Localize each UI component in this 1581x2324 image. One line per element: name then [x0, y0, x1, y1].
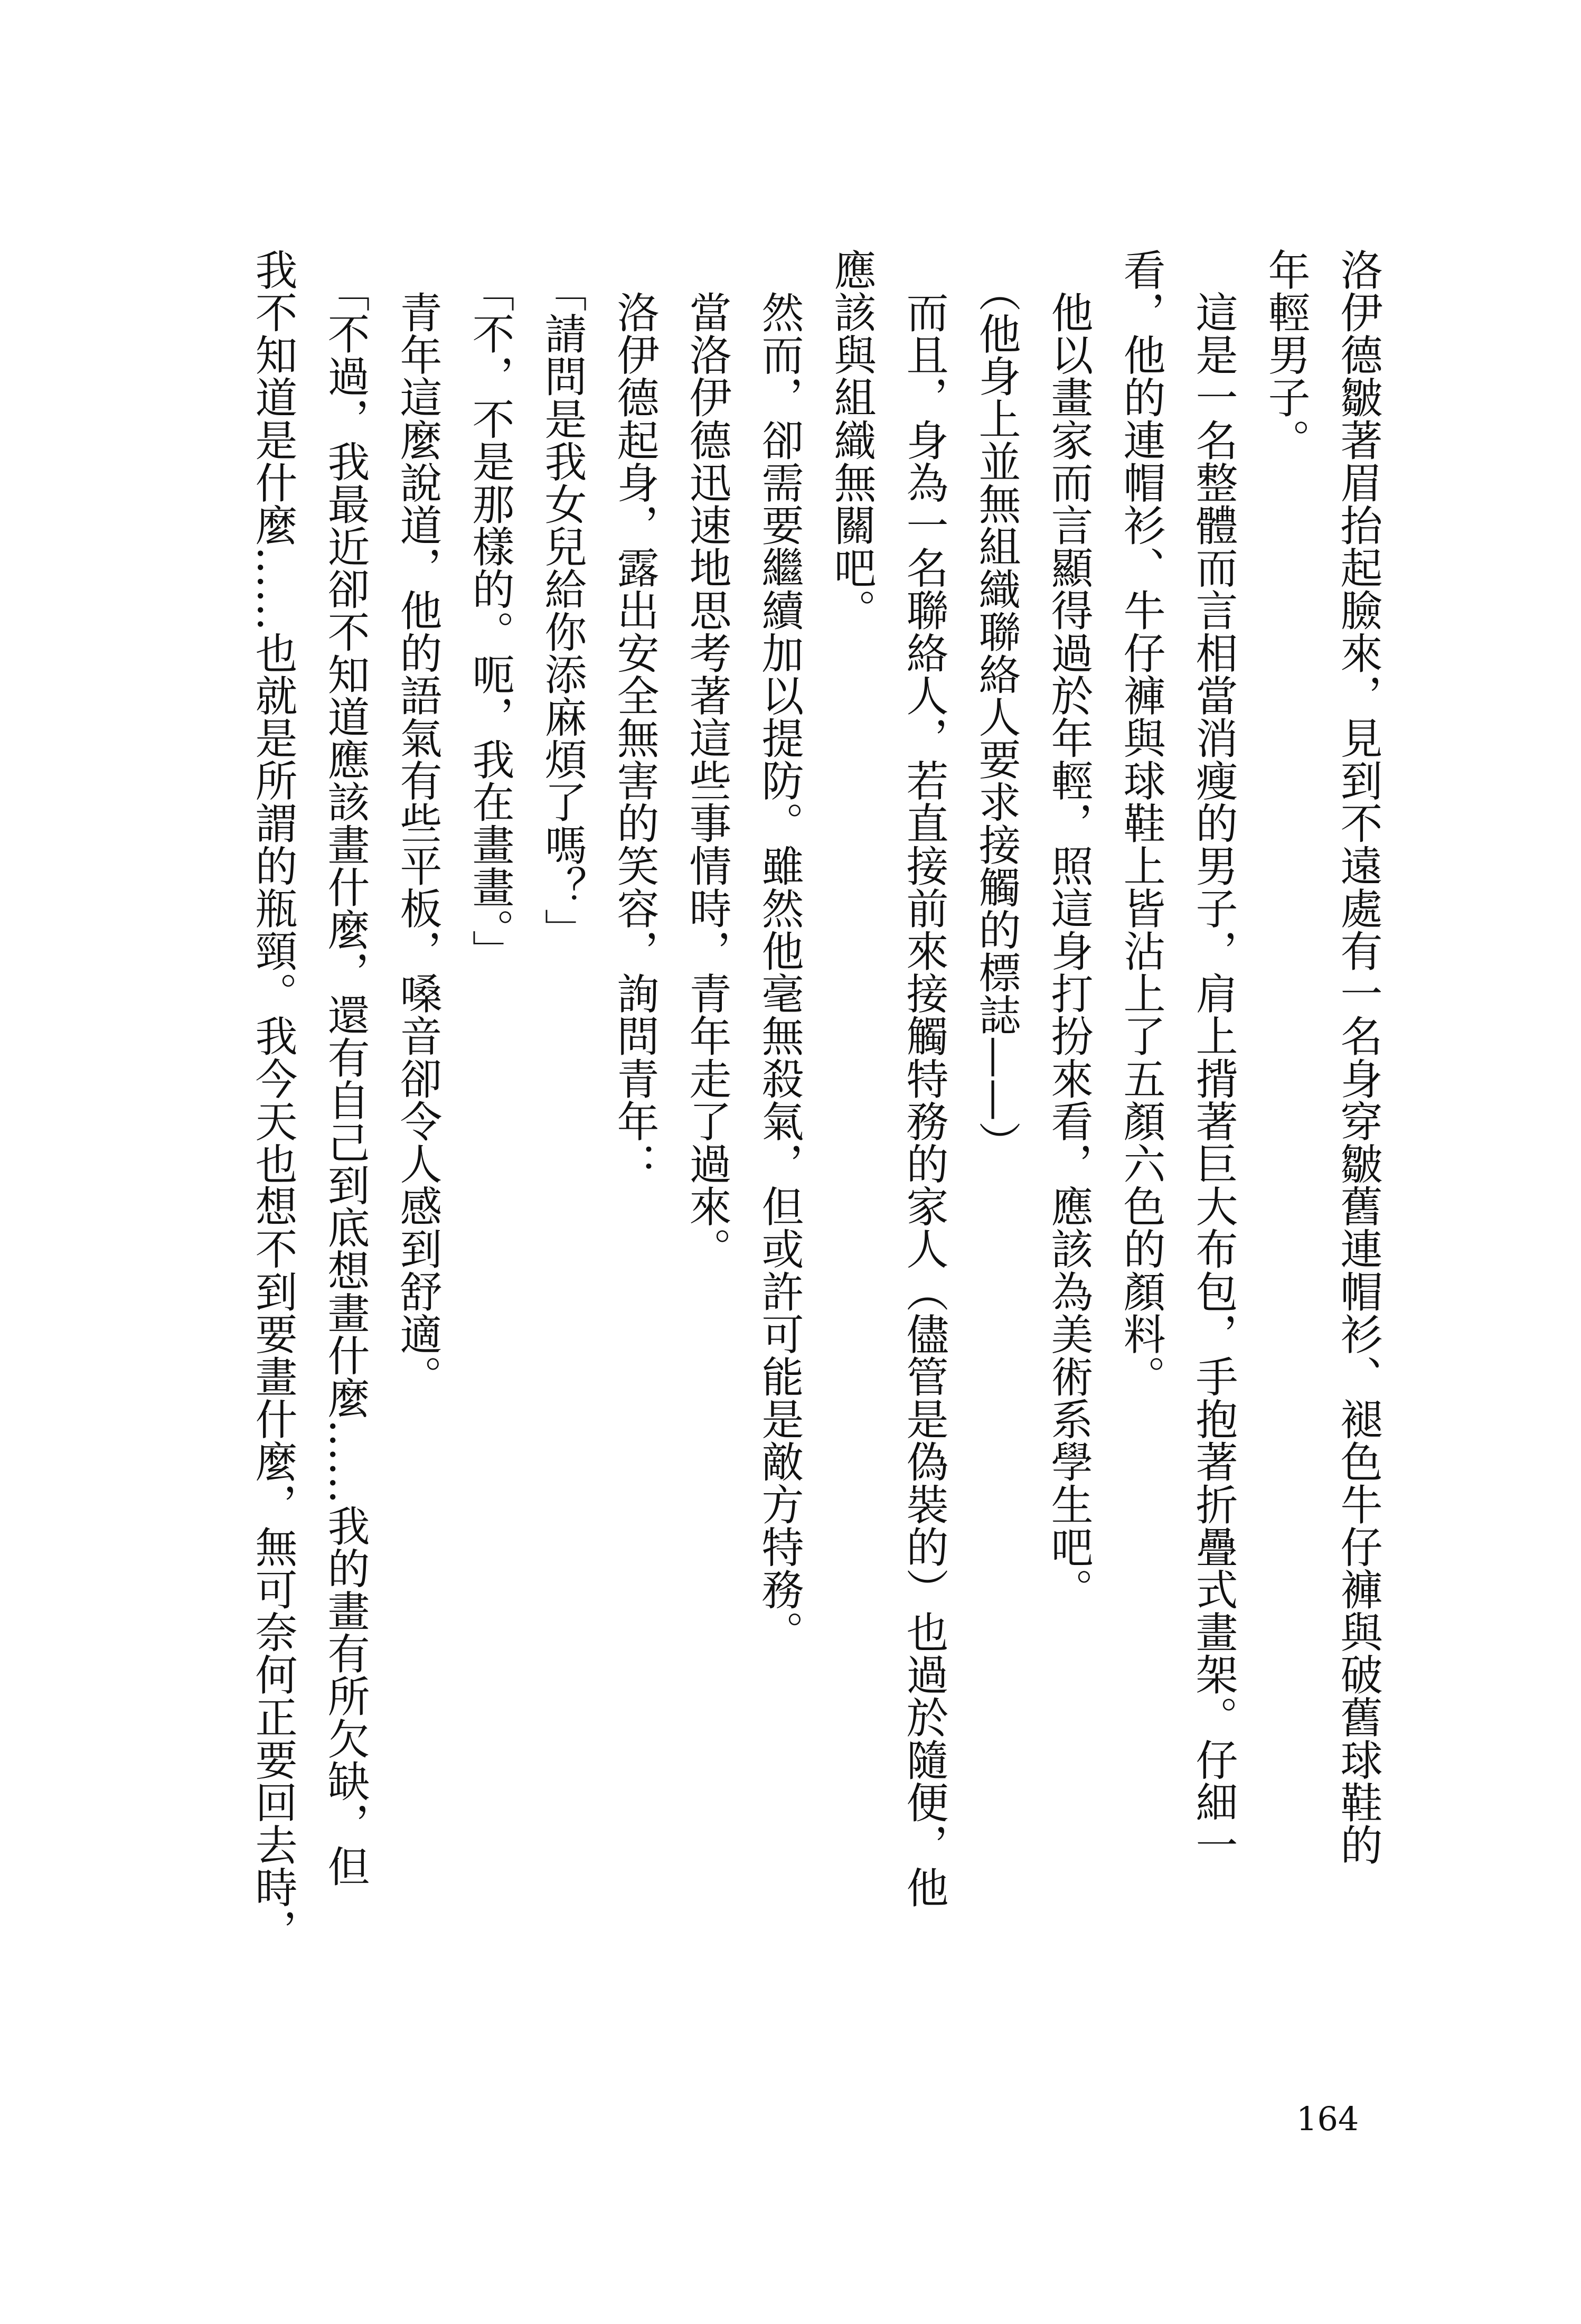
text-column: 「不過，我最近卻不知道應該畫什麼，還有自己到底想畫什麼……我的畫有所欠缺，但: [321, 248, 370, 1888]
text-column: 看，他的連帽衫、牛仔褲與球鞋上皆沾上了五顏六色的顏料。: [1116, 248, 1165, 1398]
text-column: 「請問是我女兒給你添麻煩了嗎？」: [538, 248, 587, 951]
text-column: 年輕男子。: [1261, 248, 1310, 461]
text-column: 應該與組織無關吧。: [827, 248, 876, 632]
text-column: 洛伊德皺著眉抬起臉來，見到不遠處有一名身穿皺舊連帽衫、褪色牛仔褲與破舊球鞋的: [1333, 248, 1382, 1866]
text-column: 而且，身為一名聯絡人，若直接前來接觸特務的家人（儘管是偽裝的）也過於隨便，他: [899, 248, 948, 1909]
text-column: （他身上並無組織聯絡人要求接觸的標誌——）: [972, 248, 1021, 1164]
text-column: 青年這麼說道，他的語氣有些平板，嗓音卻令人感到舒適。: [393, 248, 442, 1398]
text-column: 這是一名整體而言相當消瘦的男子，肩上揹著巨大布包，手抱著折疊式畫架。仔細一: [1189, 248, 1238, 1866]
text-column: 當洛伊德迅速地思考著這些事情時，青年走了過來。: [682, 248, 731, 1270]
text-column: 洛伊德起身，露出安全無害的笑容，詢問青年：: [610, 248, 659, 1185]
text-column: 他以畫家而言顯得過於年輕，照這身打扮來看，應該為美術系學生吧。: [1044, 248, 1093, 1611]
text-column: 「不，不是那樣的。呃，我在畫畫。」: [465, 248, 514, 972]
page-number: 164: [1296, 2100, 1359, 2138]
text-column: 然而，卻需要繼續加以提防。雖然他毫無殺氣，但或許可能是敵方特務。: [755, 248, 804, 1653]
vertical-body-text: [237, 248, 1394, 1951]
text-column: 我不知道是什麼……也就是所謂的瓶頸。我今天也想不到要畫什麼，無可奈何正要回去時，: [248, 248, 297, 1951]
